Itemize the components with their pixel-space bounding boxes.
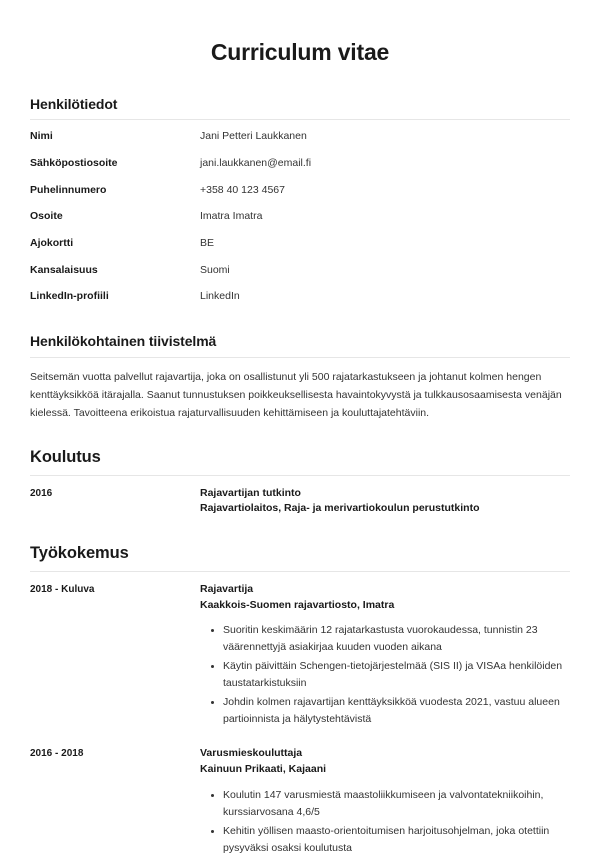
experience-entry-body [200,746,570,859]
education-entry [30,486,570,518]
detail-label: Ajokortti [30,236,74,249]
detail-value: Imatra Imatra [200,210,263,223]
section-education [30,448,570,517]
page-title: Curriculum vitae [210,39,390,65]
section-divider-personal-summary [30,357,570,358]
section-personal-summary [30,333,570,422]
section-divider-work-experience [30,571,570,572]
education-entry-period: 2016 [30,487,53,499]
education-entry-body [200,486,570,518]
list-item: Johdin kolmen rajavartijan kenttäyksikköä vuodesta 2021, vastuu alueen partioinnista ja hälytystehtävistä [223,694,570,728]
list-item: Kehitin yöllisen maasto-orientoitumisen harjoitusohjelman, joka otettiin pysyväksi osaksi koulutusta [223,823,570,857]
section-heading-education: Koulutus [30,447,101,466]
detail-label: Kansalaisuus [30,263,98,276]
experience-entry [30,582,570,731]
list-item: Käytin päivittäin Schengen-tietojärjestelmää (SIS II) ja VISAa henkilöiden taustatarkistuksiin [223,658,570,692]
section-divider-education [30,475,570,476]
education-entry-title: Rajavartijan tutkinto [200,486,301,499]
experience-entry-bullets [200,787,570,857]
section-heading-personal-details: Henkilötiedot [30,95,118,112]
detail-row-nimi [30,130,570,144]
detail-label: Nimi [30,130,53,143]
personal-summary-text: Seitsemän vuotta palvellut rajavartija, joka on osallistunut yli 500 rajatarkastukseen ja johtanut kolmen hengen kenttäyksikköä itärajalla. Saanut tunnustuksen poikkeuksellisesta havaintokyvystä ja tulkkausosaamisesta venäjän kielessä. Tavoitteena erikoistua rajaturvallisuuden kehittämiseen ja kouluttajatehtäviin. [30,370,562,419]
detail-value: Jani Petteri Laukkanen [200,130,307,143]
detail-label: Sähköpostiosoite [30,157,118,170]
detail-row-sahkopostiosoite [30,157,570,171]
detail-row-puhelinnumero [30,184,570,198]
detail-value: Suomi [200,263,230,276]
detail-label: Puhelinnumero [30,183,107,196]
experience-entry-title: Varusmieskouluttaja [200,747,303,760]
detail-row-ajokortti [30,237,570,251]
section-heading-personal-summary: Henkilökohtainen tiivistelmä [30,332,217,349]
list-item: Suoritin keskimäärin 12 rajatarkastusta vuorokaudessa, tunnistin 23 väärennettyjä asiakirjaa kuuden vuoden aikana [223,622,570,656]
detail-row-osoite [30,210,570,224]
experience-entry [30,746,570,859]
experience-entry-body [200,582,570,731]
experience-entry-period: 2016 - 2018 [30,748,84,760]
experience-entry-title: Rajavartija [200,582,254,595]
education-entry-organization: Rajavartiolaitos, Raja- ja merivartiokoulun perustutkinto [200,502,480,515]
experience-entry-period: 2018 - Kuluva [30,583,95,595]
detail-label: LinkedIn-profiili [30,290,109,303]
personal-details-list [30,130,570,303]
experience-entry-organization: Kaakkois-Suomen rajavartiosto, Imatra [200,598,395,611]
detail-row-kansalaisuus [30,264,570,278]
detail-value: jani.laukkanen@email.fi [200,157,312,170]
section-work-experience [30,544,570,859]
section-personal-details [30,96,570,304]
detail-label: Osoite [30,210,63,223]
experience-entry-organization: Kainuun Prikaati, Kajaani [200,763,327,776]
detail-value: BE [200,236,215,249]
experience-entry-bullets [200,622,570,728]
section-divider-personal-details [30,119,570,120]
section-heading-work-experience: Työkokemus [30,544,129,563]
detail-row-linkedin-profiili [30,290,570,304]
detail-value: LinkedIn [200,290,240,303]
detail-value: +358 40 123 4567 [200,183,285,196]
list-item: Koulutin 147 varusmiestä maastoliikkumiseen ja valvontatekniikoihin, kurssiarvosana 4,6/5 [223,787,570,821]
